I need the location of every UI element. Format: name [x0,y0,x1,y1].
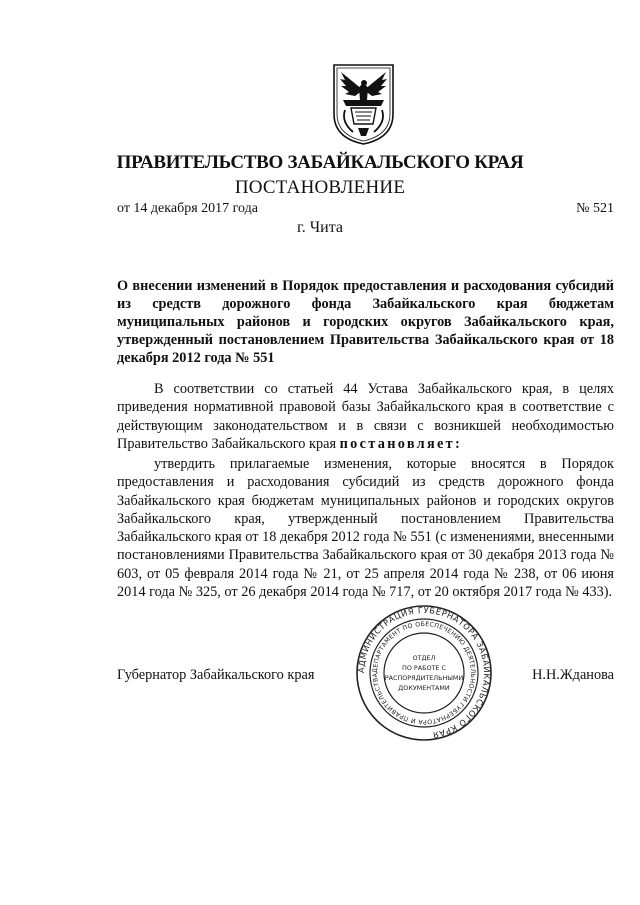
date-number-line [117,201,614,219]
document-number: № 521 [576,201,614,216]
stamp-center-line: ОТДЕЛ [412,654,436,662]
official-stamp [355,604,493,742]
stamp-outer-text: АДМИНИСТРАЦИЯ ГУБЕРНАТОРА ЗАБАЙКАЛЬСКОГО КРАЯ [355,604,493,741]
signatory-name: Н.Н.Жданова [532,667,614,683]
resolution-paragraph: утвердить прилагаемые изменения, которые вносятся в Порядок предоставления и расходования субсидий из средств дорожного фонда Забайкальского края бюджетам муниципальных районов и городских округов Забайкальского края, утвержденный постановлением Правительства Забайкальского края от 18 декабря 2012 года № 551 (с изменениями, внесенными постановлениями Правительства Забайкальского края от 30 декабря 2013 года № 603, от 05 февраля 2014 года № 21, от 25 апреля 2014 года № 238, от 06 июня 2014 года № 325, от 26 декабря 2014 года № 717, от 20 октября 2017 года № 433). [117,456,614,601]
stamp-center-line: РАСПОРЯДИТЕЛЬНЫМИ [384,674,464,682]
document-subject: О внесении изменений в Порядок предоставления и расходования субсидий из средств дорожного фонда Забайкальского края бюджетам муниципальных районов и городских округов Забайкальского края, утвержденный постановлением Правительства Забайкальского края от 18 декабря 2012 года № 551 [117,278,614,366]
preamble-paragraph [117,380,614,453]
document-city: г. Чита [296,219,343,236]
svg-text:ДЕПАРТАМЕНТ ПО ОБЕСПЕЧЕНИЮ ДЕЯ [372,621,476,725]
coat-of-arms-emblem [331,62,396,146]
stamp-center-line: ПО РАБОТЕ С [402,664,446,672]
resolves-word: постановляет: [339,435,463,452]
stamp-ring-text: ДЕПАРТАМЕНТ ПО ОБЕСПЕЧЕНИЮ ДЕЯТЕЛЬНОСТИ ГУБЕРНАТОРА И ПРАВИТЕЛЬСТВА [371,620,477,726]
document-date: от 14 декабря 2017 года [117,201,258,216]
preamble-text: В соответствии со статьей 44 Устава Забайкальского края, в целях приведения нормативной правовой базы Забайкальского края в соответствие с действующим законодательством и в связи с возникшей необходимостью Правительство Забайкальского края [117,381,614,452]
government-title: ПРАВИТЕЛЬСТВО ЗАБАЙКАЛЬСКОГО КРАЯ [116,152,524,173]
signatory-role: Губернатор Забайкальского края [117,667,315,683]
stamp-center-line: ДОКУМЕНТАМИ [398,684,450,692]
document-type: ПОСТАНОВЛЕНИЕ [234,177,406,198]
